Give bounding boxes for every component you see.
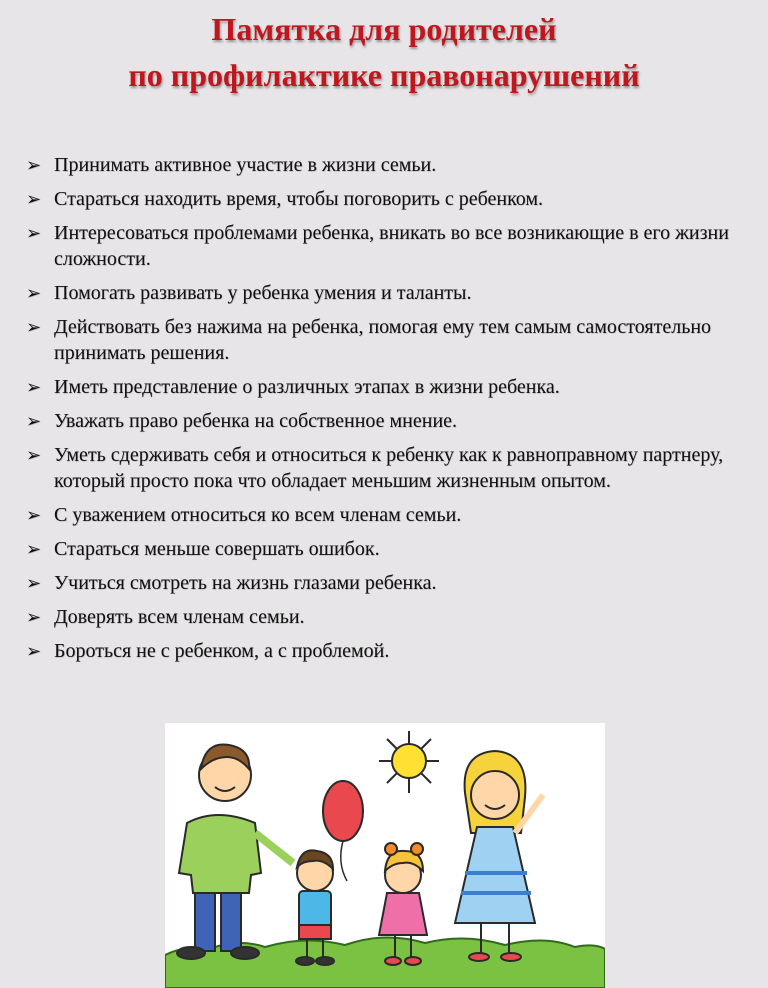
list-item — [26, 186, 756, 212]
tip-text: Принимать активное участие в жизни семьи. — [54, 154, 437, 176]
arrow-bullet-icon: ➢ — [26, 607, 42, 627]
arrow-bullet-icon: ➢ — [26, 223, 42, 243]
arrow-bullet-icon: ➢ — [26, 445, 42, 465]
list-item — [26, 314, 756, 366]
tip-text: Стараться находить время, чтобы поговорить с ребенком. — [54, 188, 544, 210]
arrow-bullet-icon: ➢ — [26, 155, 42, 175]
list-item — [26, 536, 756, 562]
arrow-bullet-icon: ➢ — [26, 505, 42, 525]
list-item — [26, 502, 756, 528]
list-item — [26, 152, 756, 178]
arrow-bullet-icon: ➢ — [26, 317, 42, 337]
tip-text: Учиться смотреть на жизнь глазами ребенка. — [54, 572, 437, 594]
page-title — [0, 6, 768, 98]
list-item — [26, 570, 756, 596]
tip-text: Помогать развивать у ребенка умения и таланты. — [54, 282, 472, 304]
tip-text: Уважать право ребенка на собственное мнение. — [54, 410, 458, 432]
family-illustration — [165, 723, 605, 988]
list-item — [26, 220, 756, 272]
list-item — [26, 604, 756, 630]
arrow-bullet-icon: ➢ — [26, 573, 42, 593]
sun-icon — [379, 731, 439, 793]
tips-list — [26, 152, 756, 672]
arrow-bullet-icon: ➢ — [26, 539, 42, 559]
title-line-2: по профилактике правонарушений — [128, 57, 640, 93]
tip-text: Доверять всем членам семьи. — [54, 606, 305, 628]
arrow-bullet-icon: ➢ — [26, 377, 42, 397]
arrow-bullet-icon: ➢ — [26, 641, 42, 661]
list-item — [26, 638, 756, 664]
tip-text: Уметь сдерживать себя и относиться к ребенку как к равноправному партнеру, который просто пока что обладает меньшим жизненным опытом. — [54, 444, 724, 492]
arrow-bullet-icon: ➢ — [26, 283, 42, 303]
tip-text: Бороться не с ребенком, а с проблемой. — [54, 640, 390, 662]
title-line-1: Памятка для родителей — [211, 11, 557, 47]
tip-text: Иметь представление о различных этапах в жизни ребенка. — [54, 376, 560, 398]
tip-text: Стараться меньше совершать ошибок. — [54, 538, 380, 560]
tip-text: С уважением относиться ко всем членам семьи. — [54, 504, 462, 526]
mother-figure — [455, 751, 543, 961]
list-item — [26, 280, 756, 306]
tip-text: Действовать без нажима на ребенка, помогая ему тем самым самостоятельно принимать решения. — [54, 316, 712, 364]
list-item — [26, 408, 756, 434]
list-item — [26, 374, 756, 400]
tip-text: Интересоваться проблемами ребенка, вникать во все возникающие в его жизни сложности. — [54, 222, 729, 270]
father-figure — [177, 745, 293, 960]
arrow-bullet-icon: ➢ — [26, 189, 42, 209]
list-item — [26, 442, 756, 494]
arrow-bullet-icon: ➢ — [26, 411, 42, 431]
